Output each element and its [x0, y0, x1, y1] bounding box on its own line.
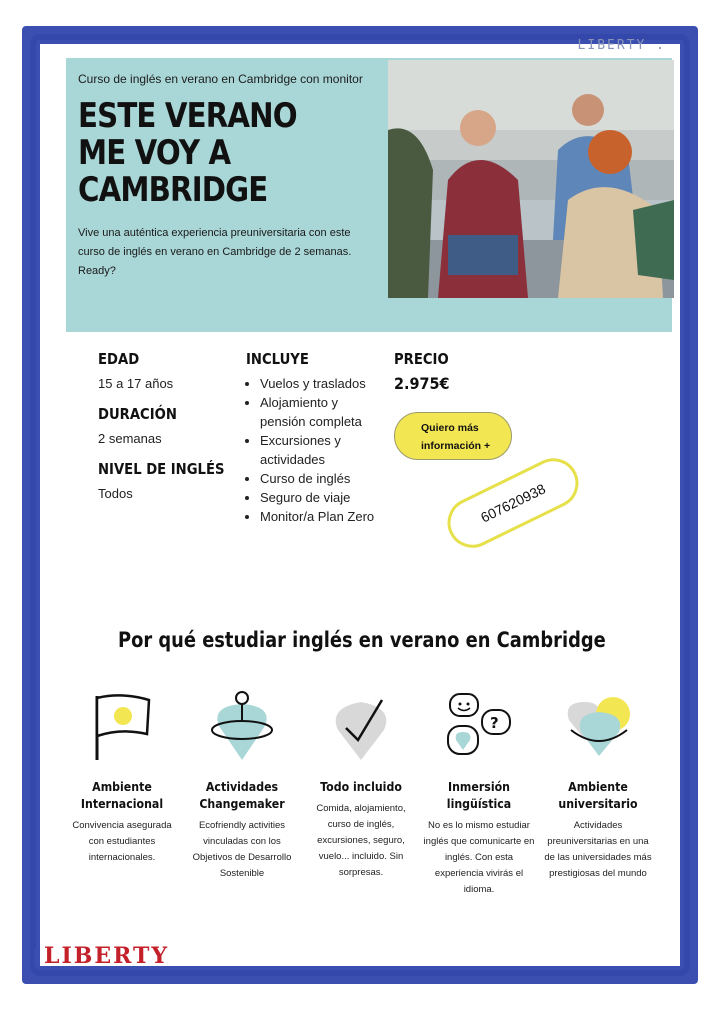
- incluye-column: [246, 350, 386, 526]
- feature-actividades-changemaker: [186, 690, 298, 882]
- feature-desc: Comida, alojamiento, curso de inglés, excursiones, seguro, vuelo... incluido. Sin sorpresas.: [316, 803, 406, 878]
- hero-kicker: Curso de inglés en verano en Cambridge con monitor: [78, 72, 363, 86]
- more-info-button-line1: Quiero más: [421, 422, 479, 434]
- incluye-label: INCLUYE: [246, 350, 309, 368]
- hero-lead-text: Vive una auténtica experiencia preuniversitaria con este curso de inglés en verano en Cambridge de 2 semanas. Ready?: [78, 227, 352, 277]
- nivel-label: NIVEL DE INGLÉS: [98, 460, 225, 478]
- precio-label: PRECIO: [394, 350, 449, 368]
- feature-title: Ambiente universitario: [558, 779, 638, 811]
- list-item: • Excursiones y actividades: [260, 431, 386, 469]
- flag-icon: [87, 690, 157, 762]
- feature-title: Ambiente Internacional: [80, 779, 164, 811]
- liberty-logo: [30, 936, 169, 976]
- section-title: Por qué estudiar inglés en verano en Cambridge: [118, 628, 606, 652]
- page-title: ESTE VERANO ME VOY A CAMBRIDGE: [78, 96, 297, 210]
- students-photo: [388, 60, 674, 298]
- feature-inmersion-linguistica: [423, 690, 535, 898]
- feature-desc: Ecofriendly activities vinculadas con los Objetivos de Desarrollo Sostenible: [192, 820, 292, 879]
- nivel-value: Todos: [98, 486, 133, 501]
- duracion-value: 2 semanas: [98, 431, 162, 446]
- feature-todo-incluido: [305, 690, 417, 881]
- logo-text: LIBERTY: [44, 943, 170, 969]
- list-item: • Monitor/a Plan Zero: [260, 507, 386, 526]
- feature-title: Actividades Changemaker: [199, 779, 285, 811]
- feature-title: Todo incluido: [320, 779, 402, 794]
- list-item: • Alojamiento y pensión completa: [260, 393, 386, 431]
- feature-desc: Actividades preuniversitarias en una de las universidades más prestigiosas del mundo: [544, 820, 652, 879]
- list-item: • Seguro de viaje: [260, 488, 386, 507]
- feature-desc: Convivencia asegurada con estudiantes internacionales.: [72, 820, 172, 863]
- checkmark-icon: [326, 690, 396, 762]
- edad-label: EDAD: [98, 350, 140, 368]
- list-item: • Curso de inglés: [260, 469, 386, 488]
- statue-icon: [30, 943, 44, 969]
- list-item: • Vuelos y traslados: [260, 374, 386, 393]
- more-info-button-line2: información +: [421, 440, 491, 452]
- feature-title: Inmersión lingüística: [446, 779, 512, 811]
- incluye-list: [246, 374, 386, 526]
- feature-desc: No es lo mismo estudiar inglés que comunicarte en inglés. Con esta experiencia vivirás el idioma.: [423, 820, 535, 895]
- liberty-watermark: LIBERTY .: [577, 38, 666, 53]
- location-pin-icon: [207, 690, 277, 762]
- phone-number: 607620938: [477, 480, 548, 526]
- feature-ambiente-internacional: [66, 690, 178, 866]
- precio-value: 2.975€: [394, 374, 450, 393]
- more-info-button[interactable]: [394, 412, 512, 460]
- hearts-icon: [563, 690, 633, 762]
- details-column: [98, 350, 242, 515]
- precio-column: [394, 350, 456, 393]
- edad-value: 15 a 17 años: [98, 376, 174, 391]
- duracion-label: DURACIÓN: [98, 405, 177, 423]
- speech-bubbles-icon: [444, 690, 514, 762]
- svg-text:?: ?: [490, 714, 499, 732]
- feature-ambiente-universitario: [542, 690, 654, 882]
